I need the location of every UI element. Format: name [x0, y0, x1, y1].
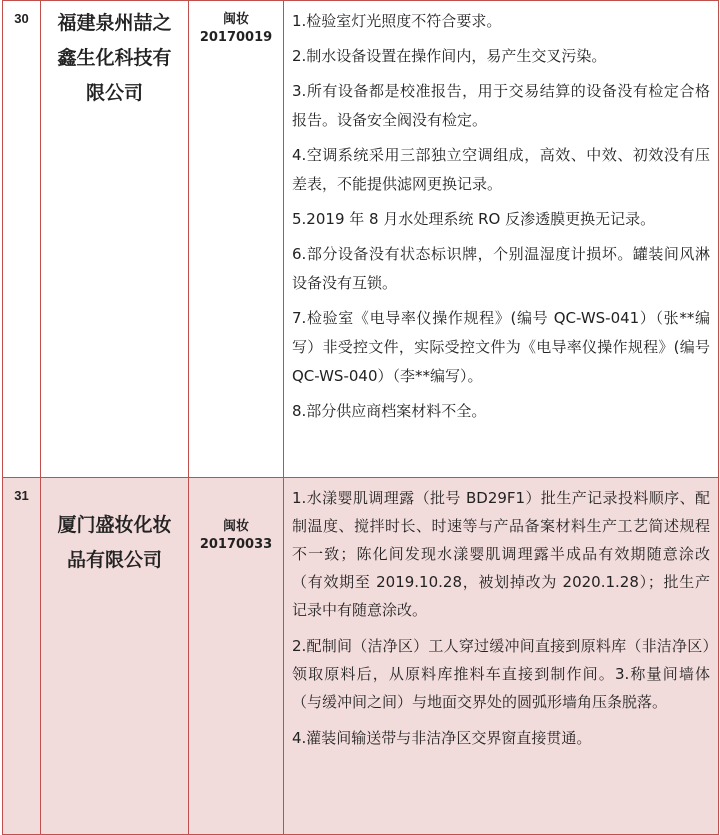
license-number: [189, 1, 284, 478]
issue-item: 4.空调系统采用三部独立空调组成，高效、中效、初效没有压差表，不能提供滤网更换记录。: [292, 146, 710, 193]
company-name: 厦门盛妆化妆品有限公司: [41, 478, 189, 835]
company-name: 福建泉州喆之鑫生化科技有限公司: [41, 1, 189, 478]
row-number: 31: [3, 478, 41, 835]
issue-item: 7.检验室《电导率仪操作规程》(编号 QC-WS-041）（张**编写）非受控文件，实际受控文件为《电导率仪操作规程》(编号 QC-WS-040）（李**编写）。: [292, 309, 710, 385]
table-row: [3, 478, 719, 835]
table-row: [3, 1, 719, 478]
issue-item: 1.检验室灯光照度不符合要求。: [292, 12, 502, 30]
license-code: 20170019: [199, 30, 273, 45]
issue-item: 1.水漾婴肌调理露（批号 BD29F1）批生产记录投料顺序、配制温度、搅拌时长、时速等与产品备案材料生产工艺简述规程不一致；陈化间发现水漾婴肌调理露半成品有效期随意涂改（有效期至 2019.10.28，被划掉改为 2020.1.28）；批生产记录中有随意涂改。: [292, 489, 710, 619]
license-code: 20170033: [199, 537, 273, 552]
issue-item: 2.制水设备设置在操作间内，易产生交叉污染。: [292, 47, 607, 65]
license-number: [189, 478, 284, 835]
issue-item: 2.配制间（洁净区）工人穿过缓冲间直接到原料库（非洁净区）领取原料后，从原料库推料车直接到制作间。3.称量间墙体（与缓冲间之间）与地面交界处的圆弧形墙角压条脱落。: [292, 637, 710, 711]
issue-item: 3.所有设备都是校准报告，用于交易结算的设备没有检定合格报告。设备安全阀没有检定。: [292, 82, 710, 129]
issues-cell: [284, 1, 719, 478]
issues-cell: [284, 478, 719, 835]
inspection-table: [2, 0, 719, 835]
issue-item: 5.2019 年 8 月水处理系统 RO 反渗透膜更换无记录。: [292, 210, 656, 228]
row-number: 30: [3, 1, 41, 478]
license-prefix: 闽妆: [222, 12, 249, 27]
issue-item: 6.部分设备没有状态标识牌，个别温湿度计损坏。罐装间风淋设备没有互锁。: [292, 245, 710, 292]
issue-item: 8.部分供应商档案材料不全。: [292, 402, 487, 420]
license-prefix: 闽妆: [222, 519, 249, 534]
issue-item: 4.灌装间输送带与非洁净区交界窗直接贯通。: [292, 729, 592, 747]
